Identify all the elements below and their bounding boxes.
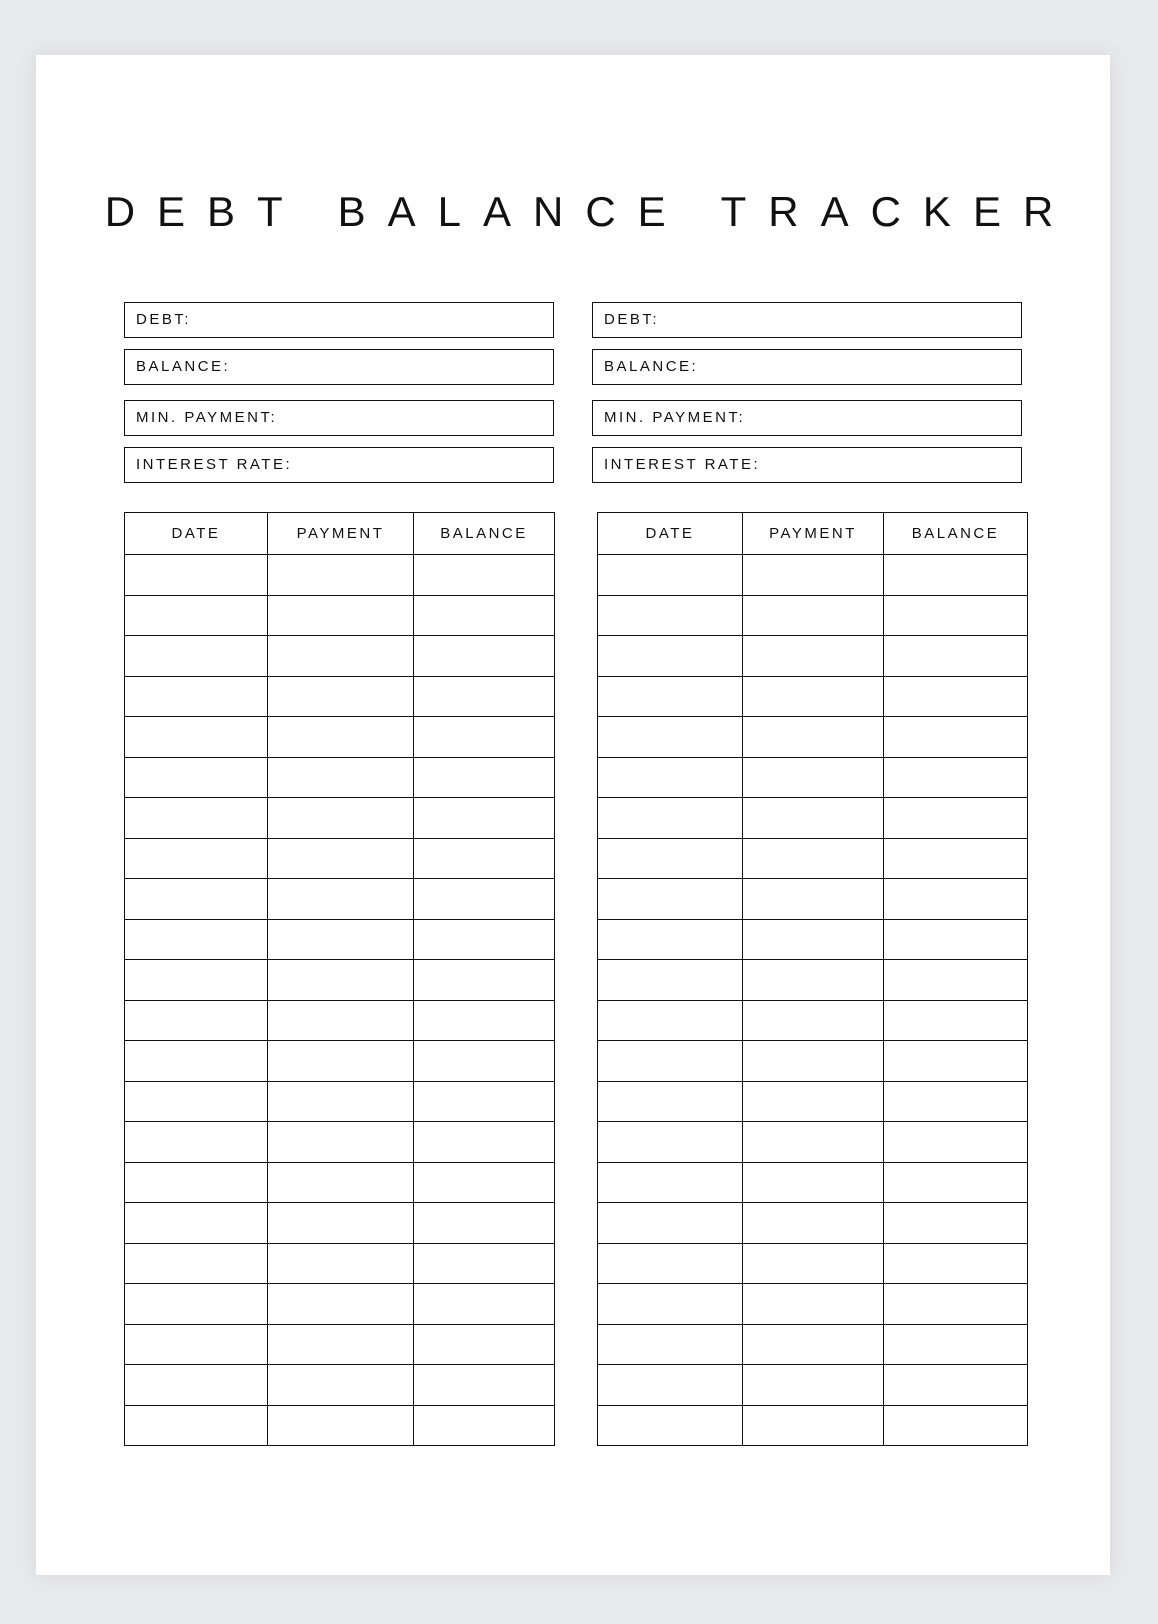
balance-cell[interactable] (884, 1041, 1028, 1082)
balance-cell[interactable] (884, 1324, 1028, 1365)
balance-cell[interactable] (884, 1081, 1028, 1122)
balance-cell[interactable] (884, 879, 1028, 920)
payment-cell[interactable] (743, 1041, 884, 1082)
column-header-date: DATE (125, 513, 268, 555)
payment-cell[interactable] (743, 960, 884, 1001)
date-cell[interactable] (125, 676, 268, 717)
balance-cell[interactable] (884, 1365, 1028, 1406)
date-cell[interactable] (598, 1405, 743, 1446)
table-body (598, 555, 1028, 1446)
date-cell[interactable] (125, 879, 268, 920)
balance-cell[interactable] (884, 838, 1028, 879)
table-row (125, 798, 555, 839)
balance-cell[interactable] (414, 1000, 555, 1041)
balance-cell[interactable] (414, 1122, 555, 1163)
payment-cell[interactable] (268, 1365, 414, 1406)
payment-cell[interactable] (268, 919, 414, 960)
balance-cell[interactable] (884, 1203, 1028, 1244)
table-row (598, 1243, 1028, 1284)
table-row (125, 1324, 555, 1365)
date-cell[interactable] (598, 1000, 743, 1041)
payment-cell[interactable] (743, 717, 884, 758)
table-row (598, 757, 1028, 798)
balance-cell[interactable] (414, 838, 555, 879)
payment-cell[interactable] (268, 636, 414, 677)
date-cell[interactable] (598, 838, 743, 879)
payment-cell[interactable] (268, 676, 414, 717)
date-cell[interactable] (598, 919, 743, 960)
date-cell[interactable] (125, 798, 268, 839)
payment-cell[interactable] (268, 1081, 414, 1122)
date-cell[interactable] (125, 1405, 268, 1446)
date-cell[interactable] (598, 595, 743, 636)
payment-cell[interactable] (268, 1041, 414, 1082)
payment-cell[interactable] (268, 960, 414, 1001)
balance-cell[interactable] (414, 1243, 555, 1284)
table-row (598, 919, 1028, 960)
min-payment-field[interactable]: MIN. PAYMENT: (592, 400, 1022, 436)
table-row (598, 1041, 1028, 1082)
payment-cell[interactable] (268, 1324, 414, 1365)
table-row (125, 717, 555, 758)
payment-cell[interactable] (268, 1405, 414, 1446)
payment-cell[interactable] (268, 879, 414, 920)
date-cell[interactable] (598, 1365, 743, 1406)
table-row (598, 1000, 1028, 1041)
balance-cell[interactable] (884, 1284, 1028, 1325)
date-cell[interactable] (125, 1000, 268, 1041)
balance-cell[interactable] (884, 636, 1028, 677)
table-row (125, 555, 555, 596)
balance-cell[interactable] (884, 1000, 1028, 1041)
table-row (125, 636, 555, 677)
payment-cell[interactable] (743, 1000, 884, 1041)
date-cell[interactable] (125, 1122, 268, 1163)
payment-cell[interactable] (743, 555, 884, 596)
date-cell[interactable] (598, 1081, 743, 1122)
table-row (598, 1203, 1028, 1244)
balance-cell[interactable] (884, 676, 1028, 717)
table-row (598, 595, 1028, 636)
column-header-balance: BALANCE (884, 513, 1028, 555)
balance-cell[interactable] (414, 717, 555, 758)
table-row (125, 1243, 555, 1284)
payment-cell[interactable] (268, 838, 414, 879)
payment-cell[interactable] (743, 879, 884, 920)
date-cell[interactable] (125, 1081, 268, 1122)
payment-cell[interactable] (743, 676, 884, 717)
table-row (125, 838, 555, 879)
date-cell[interactable] (598, 879, 743, 920)
date-cell[interactable] (598, 717, 743, 758)
balance-cell[interactable] (414, 555, 555, 596)
debt-field[interactable]: DEBT: (592, 302, 1022, 338)
date-cell[interactable] (598, 757, 743, 798)
balance-cell[interactable] (884, 555, 1028, 596)
payment-cell[interactable] (743, 1122, 884, 1163)
table-row (125, 1405, 555, 1446)
table-body (125, 555, 555, 1446)
balance-cell[interactable] (414, 757, 555, 798)
table-row (125, 1162, 555, 1203)
balance-cell[interactable] (884, 919, 1028, 960)
balance-cell[interactable] (884, 757, 1028, 798)
table-row (125, 879, 555, 920)
min-payment-field[interactable]: MIN. PAYMENT: (124, 400, 554, 436)
date-cell[interactable] (598, 1324, 743, 1365)
date-cell[interactable] (125, 757, 268, 798)
payment-cell[interactable] (268, 1122, 414, 1163)
payment-cell[interactable] (268, 717, 414, 758)
interest-rate-field[interactable]: INTEREST RATE: (124, 447, 554, 483)
balance-cell[interactable] (414, 595, 555, 636)
interest-rate-field[interactable]: INTEREST RATE: (592, 447, 1022, 483)
balance-cell[interactable] (414, 1041, 555, 1082)
table-row (125, 595, 555, 636)
balance-cell[interactable] (884, 1243, 1028, 1284)
table-row (125, 1122, 555, 1163)
balance-cell[interactable] (414, 1405, 555, 1446)
payment-cell[interactable] (743, 1162, 884, 1203)
table-row (598, 1162, 1028, 1203)
balance-cell[interactable] (884, 595, 1028, 636)
table-row (598, 1081, 1028, 1122)
table-row (598, 1365, 1028, 1406)
table-row (125, 1000, 555, 1041)
balance-cell[interactable] (414, 879, 555, 920)
date-cell[interactable] (598, 636, 743, 677)
date-cell[interactable] (125, 919, 268, 960)
date-cell[interactable] (125, 1324, 268, 1365)
date-cell[interactable] (125, 636, 268, 677)
balance-cell[interactable] (884, 1162, 1028, 1203)
table-header-row (598, 513, 1028, 555)
payment-cell[interactable] (268, 1000, 414, 1041)
balance-cell[interactable] (414, 676, 555, 717)
payment-cell[interactable] (743, 798, 884, 839)
payment-log-table-left (124, 512, 555, 1446)
balance-cell[interactable] (414, 636, 555, 677)
date-cell[interactable] (598, 1041, 743, 1082)
balance-cell[interactable] (884, 1405, 1028, 1446)
table-row (125, 1365, 555, 1406)
payment-cell[interactable] (743, 1203, 884, 1244)
payment-cell[interactable] (743, 636, 884, 677)
balance-cell[interactable] (414, 1365, 555, 1406)
table-row (125, 1284, 555, 1325)
balance-field[interactable]: BALANCE: (592, 349, 1022, 385)
payment-cell[interactable] (743, 1324, 884, 1365)
payment-cell[interactable] (743, 1081, 884, 1122)
balance-cell[interactable] (414, 960, 555, 1001)
balance-cell[interactable] (414, 1081, 555, 1122)
table-row (125, 960, 555, 1001)
date-cell[interactable] (598, 798, 743, 839)
date-cell[interactable] (598, 1162, 743, 1203)
balance-cell[interactable] (884, 1122, 1028, 1163)
column-header-balance: BALANCE (414, 513, 555, 555)
date-cell[interactable] (598, 1284, 743, 1325)
payment-cell[interactable] (268, 595, 414, 636)
balance-field[interactable]: BALANCE: (124, 349, 554, 385)
balance-cell[interactable] (414, 919, 555, 960)
table-row (125, 757, 555, 798)
balance-cell[interactable] (414, 1324, 555, 1365)
date-cell[interactable] (598, 555, 743, 596)
payment-cell[interactable] (743, 595, 884, 636)
table-row (598, 798, 1028, 839)
date-cell[interactable] (125, 1203, 268, 1244)
payment-cell[interactable] (268, 798, 414, 839)
table-row (598, 676, 1028, 717)
debt-field[interactable]: DEBT: (124, 302, 554, 338)
date-cell[interactable] (125, 595, 268, 636)
page-title: DEBT BALANCE TRACKER (104, 188, 1076, 235)
date-cell[interactable] (125, 555, 268, 596)
column-header-date: DATE (598, 513, 743, 555)
date-cell[interactable] (125, 717, 268, 758)
table-row (598, 1324, 1028, 1365)
date-cell[interactable] (125, 838, 268, 879)
balance-cell[interactable] (884, 798, 1028, 839)
date-cell[interactable] (598, 1243, 743, 1284)
payment-cell[interactable] (743, 919, 884, 960)
payment-cell[interactable] (743, 1243, 884, 1284)
balance-cell[interactable] (414, 1203, 555, 1244)
balance-cell[interactable] (414, 1162, 555, 1203)
date-cell[interactable] (598, 1122, 743, 1163)
payment-cell[interactable] (268, 1162, 414, 1203)
table-row (598, 636, 1028, 677)
table-header-row (125, 513, 555, 555)
date-cell[interactable] (125, 1365, 268, 1406)
table-row (125, 1203, 555, 1244)
date-cell[interactable] (125, 1243, 268, 1284)
payment-cell[interactable] (743, 757, 884, 798)
payment-cell[interactable] (743, 838, 884, 879)
date-cell[interactable] (125, 1284, 268, 1325)
balance-cell[interactable] (884, 960, 1028, 1001)
table-row (598, 1405, 1028, 1446)
date-cell[interactable] (125, 1162, 268, 1203)
date-cell[interactable] (598, 960, 743, 1001)
payment-cell[interactable] (268, 1203, 414, 1244)
balance-cell[interactable] (884, 717, 1028, 758)
table-row (598, 879, 1028, 920)
table-row (125, 1041, 555, 1082)
table-row (598, 1122, 1028, 1163)
column-header-payment: PAYMENT (743, 513, 884, 555)
table-row (598, 717, 1028, 758)
payment-cell[interactable] (743, 1284, 884, 1325)
balance-cell[interactable] (414, 1284, 555, 1325)
payment-cell[interactable] (268, 757, 414, 798)
payment-cell[interactable] (268, 1243, 414, 1284)
table-row (598, 555, 1028, 596)
table-row (598, 960, 1028, 1001)
date-cell[interactable] (598, 1203, 743, 1244)
date-cell[interactable] (125, 1041, 268, 1082)
table-row (125, 919, 555, 960)
table-row (125, 676, 555, 717)
payment-cell[interactable] (743, 1365, 884, 1406)
payment-log-table-right (597, 512, 1028, 1446)
payment-cell[interactable] (268, 1284, 414, 1325)
payment-cell[interactable] (268, 555, 414, 596)
column-header-payment: PAYMENT (268, 513, 414, 555)
date-cell[interactable] (125, 960, 268, 1001)
table-row (598, 1284, 1028, 1325)
table-row (598, 838, 1028, 879)
balance-cell[interactable] (414, 798, 555, 839)
date-cell[interactable] (598, 676, 743, 717)
payment-cell[interactable] (743, 1405, 884, 1446)
table-row (125, 1081, 555, 1122)
